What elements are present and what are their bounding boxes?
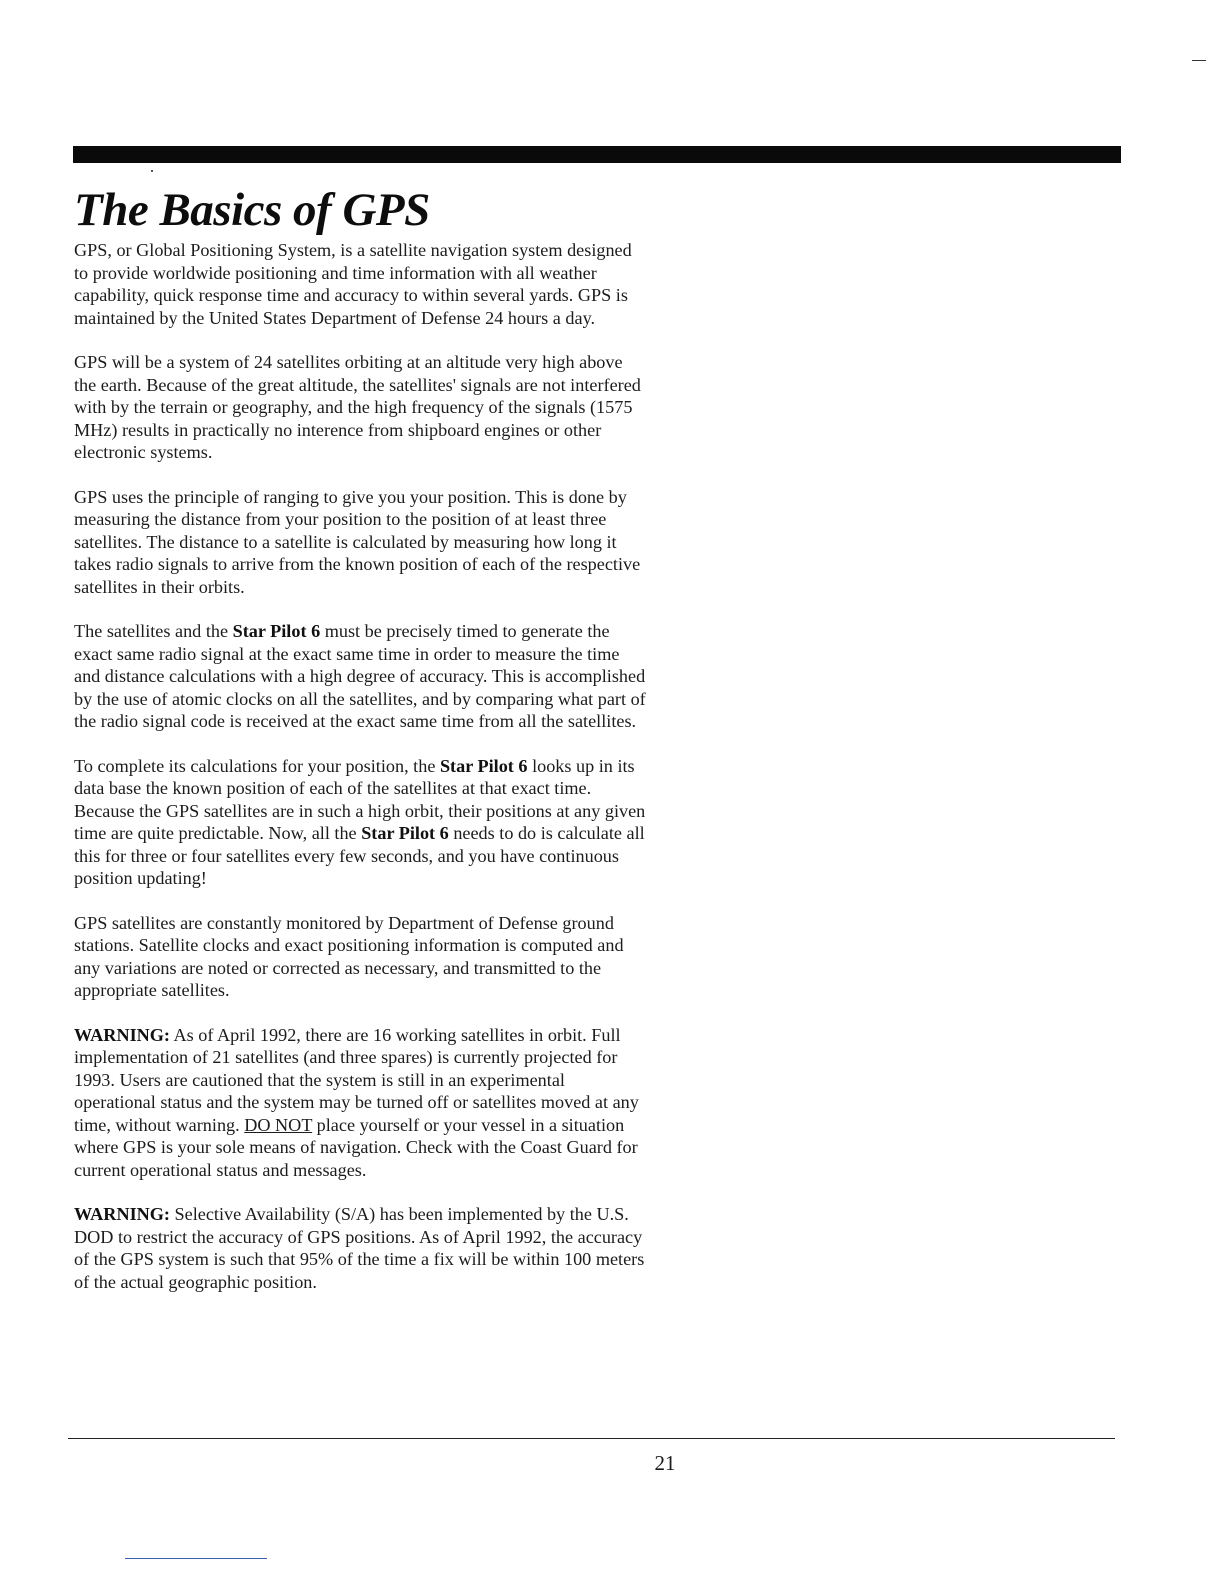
corner-mark xyxy=(1192,60,1206,61)
paragraph-ranging: GPS uses the principle of ranging to give you your position. This is done by measuring the distance from your position to the position of at least three satellites. The distance to a satellite is calculated by measuring how long it takes radio signals to arrive from the known position of each of the respective satellites in their orbits. xyxy=(74,486,641,597)
paragraph-monitoring: GPS satellites are constantly monitored by Department of Defense ground stations. Satellite clocks and exact positioning information is computed and any variations are noted or corrected as necessary, and transmitted to the appropriate satellites. xyxy=(74,912,624,1000)
text-run: The satellites and the xyxy=(74,621,233,641)
header-rule xyxy=(73,146,1121,163)
footer-rule xyxy=(68,1438,1115,1439)
text-run: place yourself or your vessel in a situation where GPS is your sole means of navigation. Check with the Coast Guard for current operational status and messages. xyxy=(74,1114,638,1180)
paragraph-intro: GPS, or Global Positioning System, is a satellite navigation system designed to provide worldwide positioning and time information with all weather capability, quick response time and accuracy to within several yards. GPS is maintained by the United States Department of Defense 24 hours a day. xyxy=(74,240,632,328)
page-number: 21 xyxy=(654,1451,676,1475)
text-run: looks up in its data base the known position of each of the satellites at that exact time. Because the GPS satellites are in such a high orbit, their positions at any given time are quite predictable. Now, all the xyxy=(74,755,646,843)
text-run: As of April 1992, there are 16 working satellites in orbit. Full implementation of 21 satellites (and three spares) is currently projected for 1993. Users are cautioned that the system is still in an experimental operational status and the system may be turned off or satellites moved at any time, without warning. xyxy=(74,1024,639,1135)
text-run: To complete its calculations for your position, the xyxy=(74,755,440,776)
paragraph-timing xyxy=(74,620,649,733)
warning-label: WARNING: xyxy=(74,1204,170,1224)
paragraph-satellites: GPS will be a system of 24 satellites orbiting at an altitude very high above the earth. Because of the great altitude, the satellites' signals are not interfered with by the terrain or geography, and the high frequency of the signals (1575 MHz) results in practically no interence from shipboard engines or other electronic systems. xyxy=(74,352,641,462)
paragraph-calculations xyxy=(74,755,649,890)
page-title: The Basics of GPS xyxy=(74,184,430,236)
warning-experimental xyxy=(74,1024,649,1182)
product-name: Star Pilot 6 xyxy=(439,755,528,776)
footer-line xyxy=(125,1558,267,1559)
text-run: must be precisely timed to generate the exact same radio signal at the exact same time in order to measure the time and distance calculations with a high degree of accuracy. This is accomplished by the use of atomic clocks on all the satellites, and by comparing what part of the radio signal code is received at the exact same time from all the satellites. xyxy=(74,621,646,731)
product-name: Star Pilot 6 xyxy=(232,621,321,641)
emphasis-do-not: DO NOT xyxy=(244,1114,313,1135)
body-text xyxy=(74,239,649,1315)
warning-label: WARNING: xyxy=(74,1024,170,1045)
scan-speck xyxy=(151,170,153,172)
text-run: Selective Availability (S/A) has been implemented by the U.S. DOD to restrict the accuracy of GPS positions. As of April 1992, the accuracy of the GPS system is such that 95% of the time a fix will be within 100 meters of the actual geographic position. xyxy=(74,1204,645,1292)
product-name: Star Pilot 6 xyxy=(361,823,449,843)
warning-selective-availability xyxy=(74,1203,649,1293)
text-run: needs to do is calculate all this for three or four satellites every few seconds, and you have continuous position updating! xyxy=(74,823,645,888)
